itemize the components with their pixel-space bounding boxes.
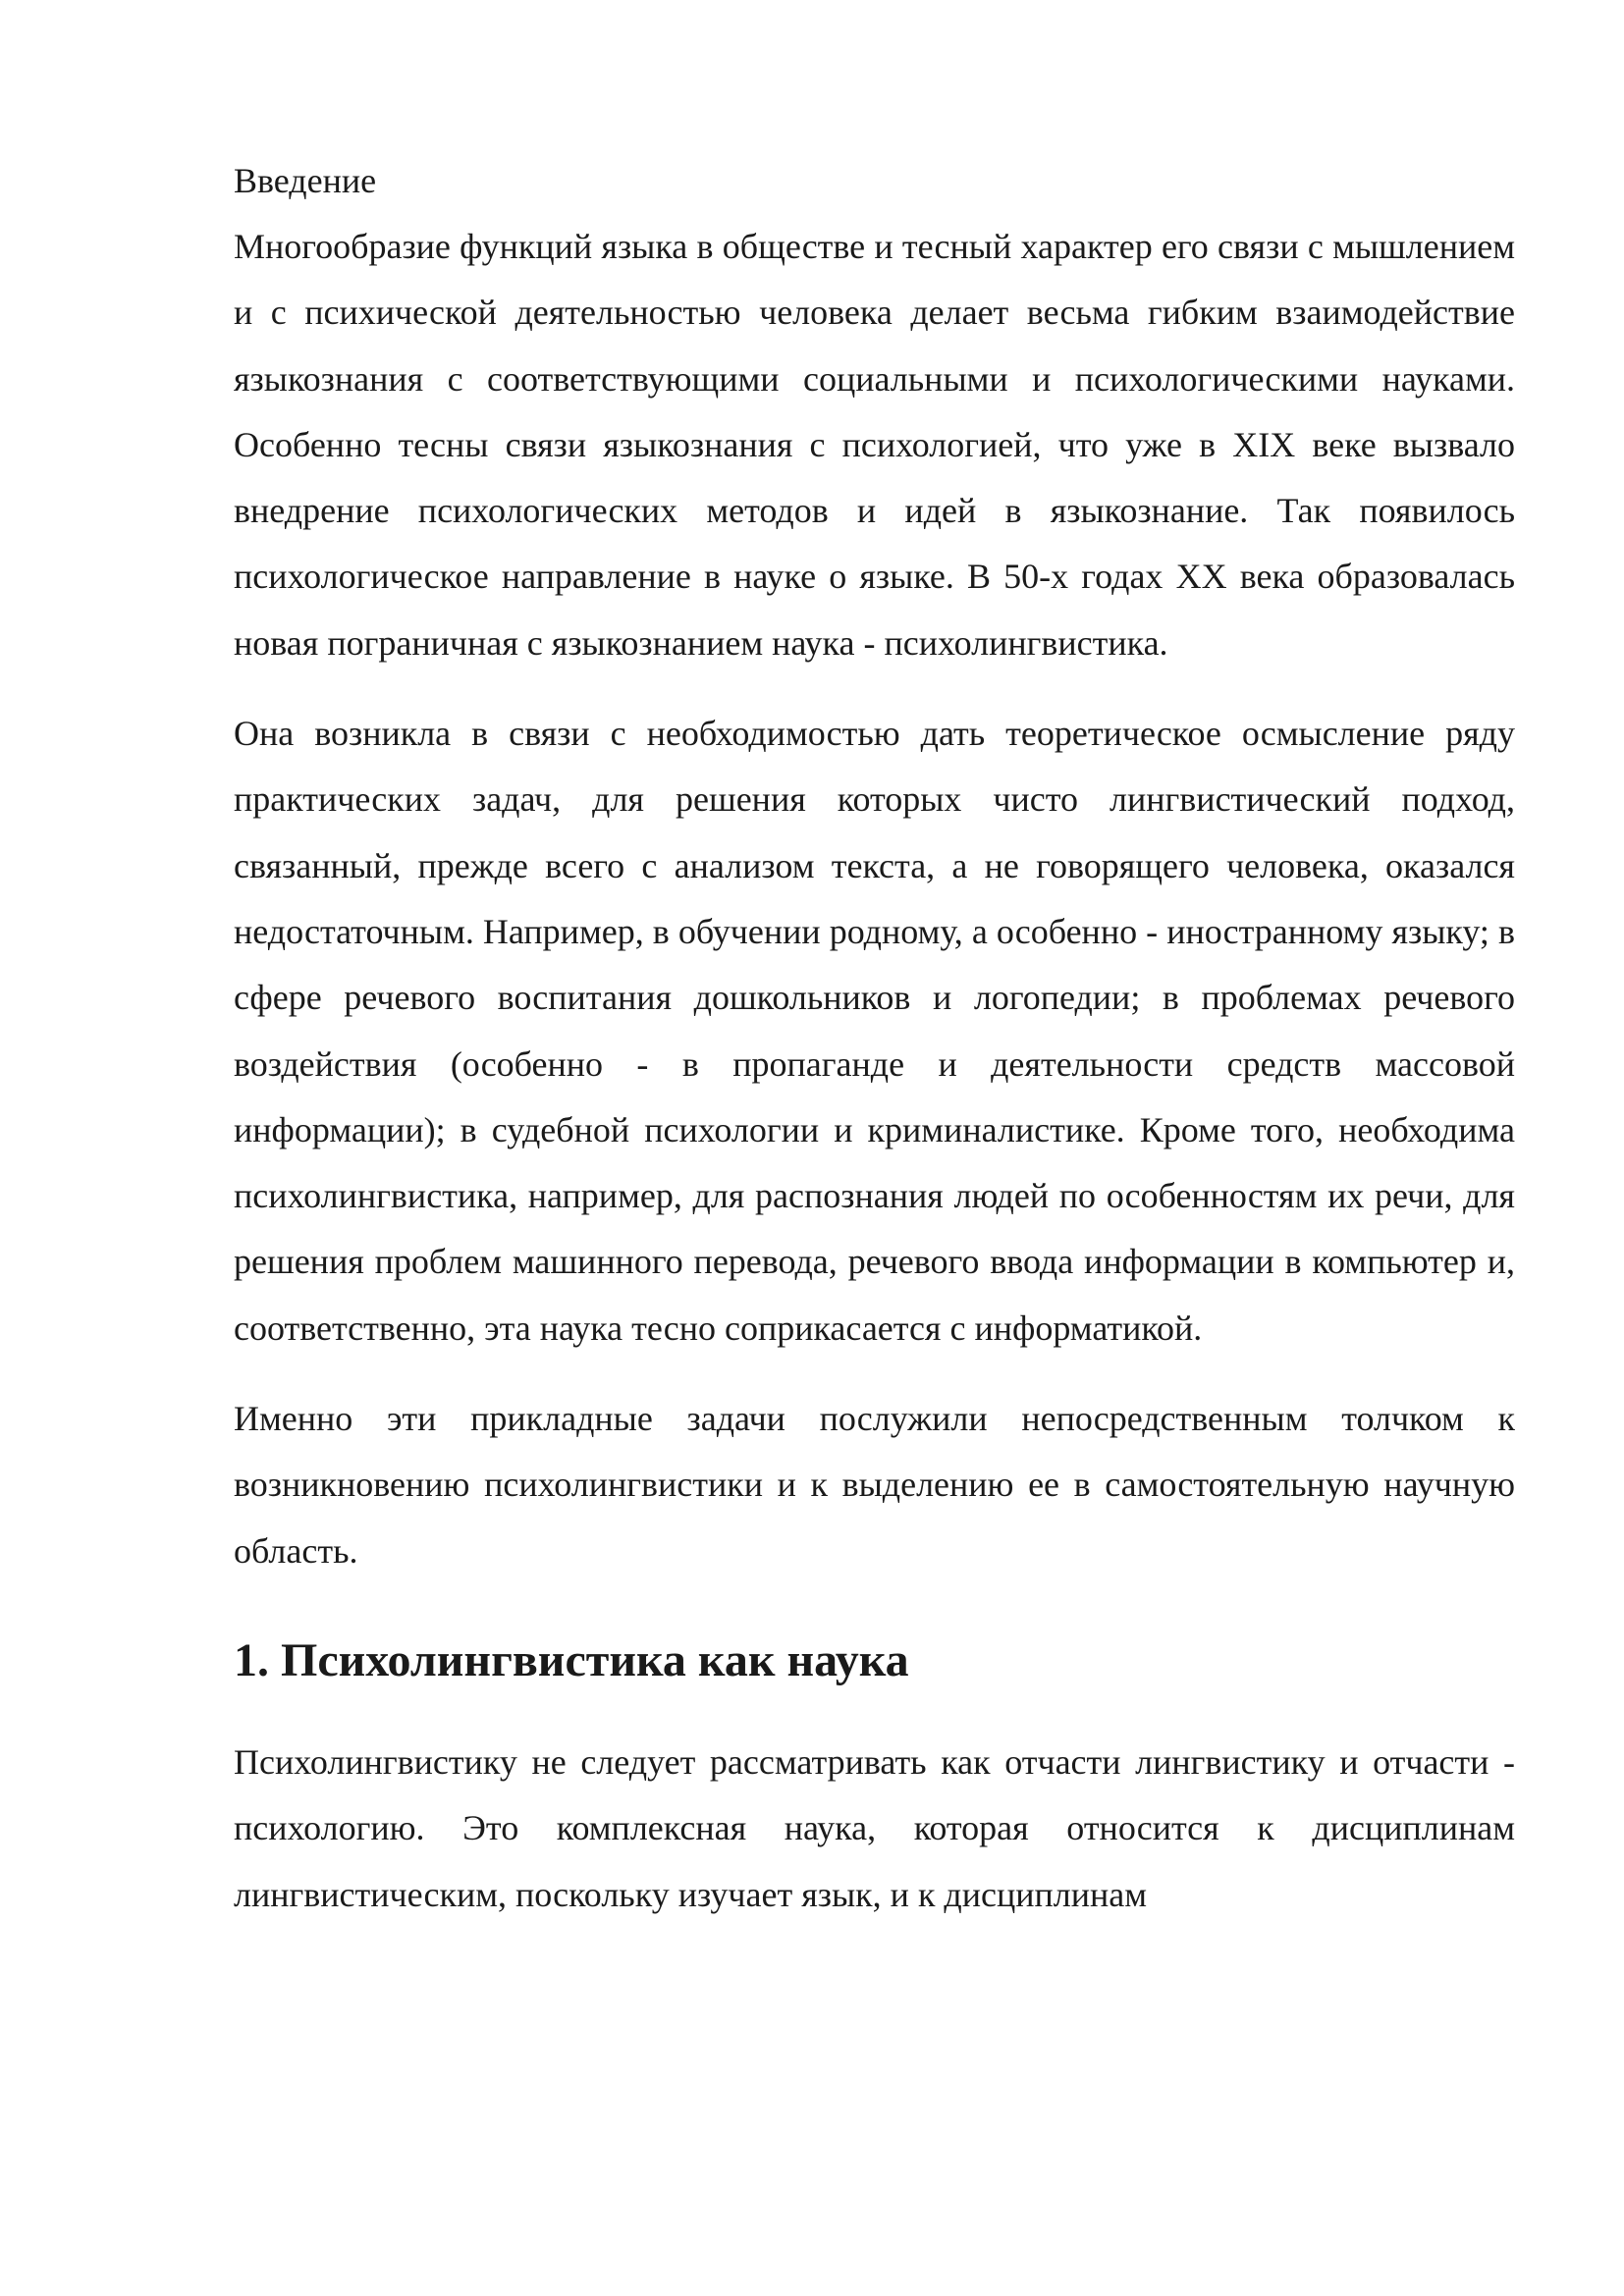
section-paragraph: Психолингвистику не следует рассматривать как отчасти лингвистику и отчасти - психологию. Это комплексная наука, которая относится к дисциплинам лингвистическим, поскольку изучает язык, и к дисциплинам [234, 1741, 1515, 1914]
section-heading: 1. Психолингвистика как наука [234, 1633, 909, 1686]
document-content [234, 147, 1515, 1928]
paragraph-1: Многообразие функций языка в обществе и тесный характер его связи с мышлением и с психической деятельностью человека делает весьма гибким взаимодействие языкознания с соответствующими социальными и психологическими науками. Особенно тесны связи языкознания с психологией, что уже в XIX веке вызвало внедрение психологических методов и идей в языкознание. Так появилось психологическое направление в науке о языке. В 50-х годах XX века образовалась новая пограничная с языкознанием наука - психолингвистика. [234, 227, 1515, 663]
paragraph-2: Она возникла в связи с необходимостью дать теоретическое осмысление ряду практических задач, для решения которых чисто лингвистический подход, связанный, прежде всего с анализом текста, а не говорящего человека, оказался недостаточным. Например, в обучении родному, а особенно - иностранному языку; в сфере речевого воспитания дошкольников и логопедии; в проблемах речевого воздействия (особенно - в пропаганде и деятельности средств массовой информации); в судебной психологии и криминалистике. Кроме того, необходима психолингвистика, например, для распознания людей по особенностям их речи, для решения проблем машинного перевода, речевого ввода информации в компьютер и, соответственно, эта наука тесно соприкасается с информатикой. [234, 714, 1515, 1348]
paragraph-3: Именно эти прикладные задачи послужили непосредственным толчком к возникновению психолингвистики и к выделению ее в самостоятельную научную область. [234, 1399, 1515, 1571]
intro-title: Введение [234, 161, 377, 200]
